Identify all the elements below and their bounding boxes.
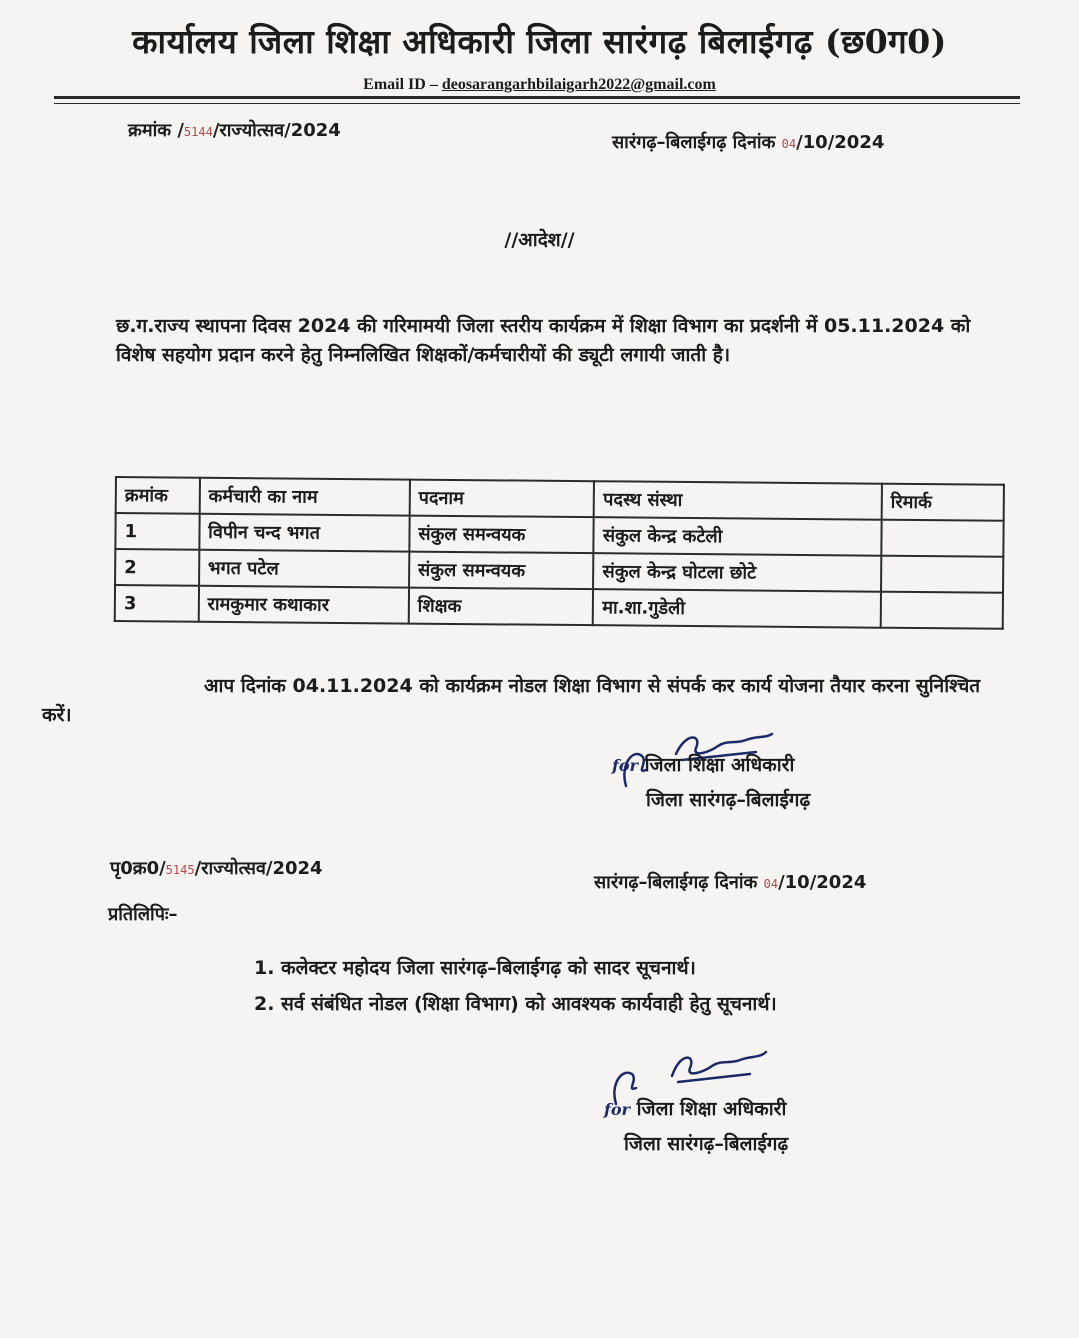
order-date-suffix: /10/2024 xyxy=(796,132,885,153)
cell-serial: 3 xyxy=(115,585,199,622)
order-date-handwritten: 04 xyxy=(781,137,797,151)
cell-remark xyxy=(881,520,1003,557)
header-rule-thin xyxy=(54,103,1020,104)
signature-block-2 xyxy=(604,1092,788,1161)
office-title: कार्यालय जिला शिक्षा अधिकारी जिला सारंगढ़ बिलाईगढ़ (छ0ग0) xyxy=(132,22,947,61)
endorsement-number xyxy=(110,856,323,880)
order-number-label: क्रमांक / xyxy=(128,120,184,141)
cell-institution: संकुल केन्द्र कटेली xyxy=(594,517,882,556)
cell-name: विपीन चन्द भगत xyxy=(199,514,409,552)
signature-for: for xyxy=(612,756,638,775)
endorsement-number-label: पृ0क्र0/ xyxy=(110,858,166,879)
endorsement-number-suffix: /राज्योत्सव/2024 xyxy=(194,858,323,879)
col-header-institution: पदस्थ संस्था xyxy=(594,481,882,520)
cell-institution: संकुल केन्द्र घोटला छोटे xyxy=(593,553,881,592)
cell-serial: 1 xyxy=(115,513,199,550)
cell-name: भगत पटेल xyxy=(199,550,409,588)
col-header-designation: पदनाम xyxy=(410,480,595,518)
cell-serial: 2 xyxy=(115,549,199,586)
endorsement-date-handwritten: 04 xyxy=(763,877,779,891)
cell-name: रामकुमार कथाकार xyxy=(198,586,408,624)
col-header-remark: रिमार्क xyxy=(881,484,1003,521)
order-place-date-label: सारंगढ़–बिलाईगढ़ दिनांक xyxy=(612,132,776,153)
copy-to-label: प्रतिलिपिः– xyxy=(108,904,178,925)
header-rule xyxy=(54,96,1020,99)
endorsement-number-handwritten: 5145 xyxy=(165,863,195,877)
order-number-suffix: /राज्योत्सव/2024 xyxy=(212,120,341,141)
order-paragraph: छ.ग.राज्य स्थापना दिवस 2024 की गरिमामयी जिला स्तरीय कार्यक्रम में शिक्षा विभाग का प्रदर्शनी में 05.11.2024 को विशेष सहयोग प्रदान करने हेतु निम्नलिखित शिक्षकों/कर्मचारीयों की ड्यूटी लगायी जाती है। xyxy=(116,315,971,366)
copy-item: 1. कलेक्टर महोदय जिला सारंगढ़–बिलाईगढ़ को सादर सूचनार्थ। xyxy=(254,957,696,979)
email-address: deosarangarhbilaigarh2022@gmail.com xyxy=(441,76,716,93)
cell-designation: शिक्षक xyxy=(409,588,594,626)
signature-block-1 xyxy=(612,748,810,817)
order-number-handwritten: 5144 xyxy=(183,125,213,139)
signatory-title: जिला शिक्षा अधिकारी xyxy=(644,754,795,776)
signatory-place: जिला सारंगढ़–बिलाईगढ़ xyxy=(646,789,811,811)
signature-for-2: for xyxy=(604,1100,630,1119)
cell-institution: मा.शा.गुडेली xyxy=(593,589,881,628)
cell-remark xyxy=(881,556,1003,593)
col-header-serial: क्रमांक xyxy=(116,477,200,514)
copy-item: 2. सर्व संबंधित नोडल (शिक्षा विभाग) को आवश्यक कार्यवाही हेतु सूचनार्थ। xyxy=(254,993,777,1015)
endorsement-place-date-label: सारंगढ़–बिलाईगढ़ दिनांक xyxy=(594,872,758,893)
email-line xyxy=(0,76,1079,94)
order-heading: //आदेश// xyxy=(504,229,575,251)
instruction-paragraph: आप दिनांक 04.11.2024 को कार्यक्रम नोडल शिक्षा विभाग से संपर्क कर कार्य योजना तैयार करना सुनिश्चित करें। xyxy=(42,675,981,726)
col-header-name: कर्मचारी का नाम xyxy=(199,478,409,516)
email-label: Email ID – xyxy=(363,76,442,93)
endorsement-date xyxy=(594,870,866,894)
order-number xyxy=(128,118,341,142)
cell-remark xyxy=(881,592,1003,629)
table-row xyxy=(115,585,1003,629)
order-date xyxy=(612,130,884,154)
endorsement-date-suffix: /10/2024 xyxy=(778,872,867,893)
cell-designation: संकुल समन्वयक xyxy=(409,552,594,590)
signatory-place-2: जिला सारंगढ़–बिलाईगढ़ xyxy=(624,1133,789,1155)
signatory-title-2: जिला शिक्षा अधिकारी xyxy=(636,1098,787,1120)
duty-table xyxy=(114,476,1005,630)
cell-designation: संकुल समन्वयक xyxy=(409,516,594,554)
